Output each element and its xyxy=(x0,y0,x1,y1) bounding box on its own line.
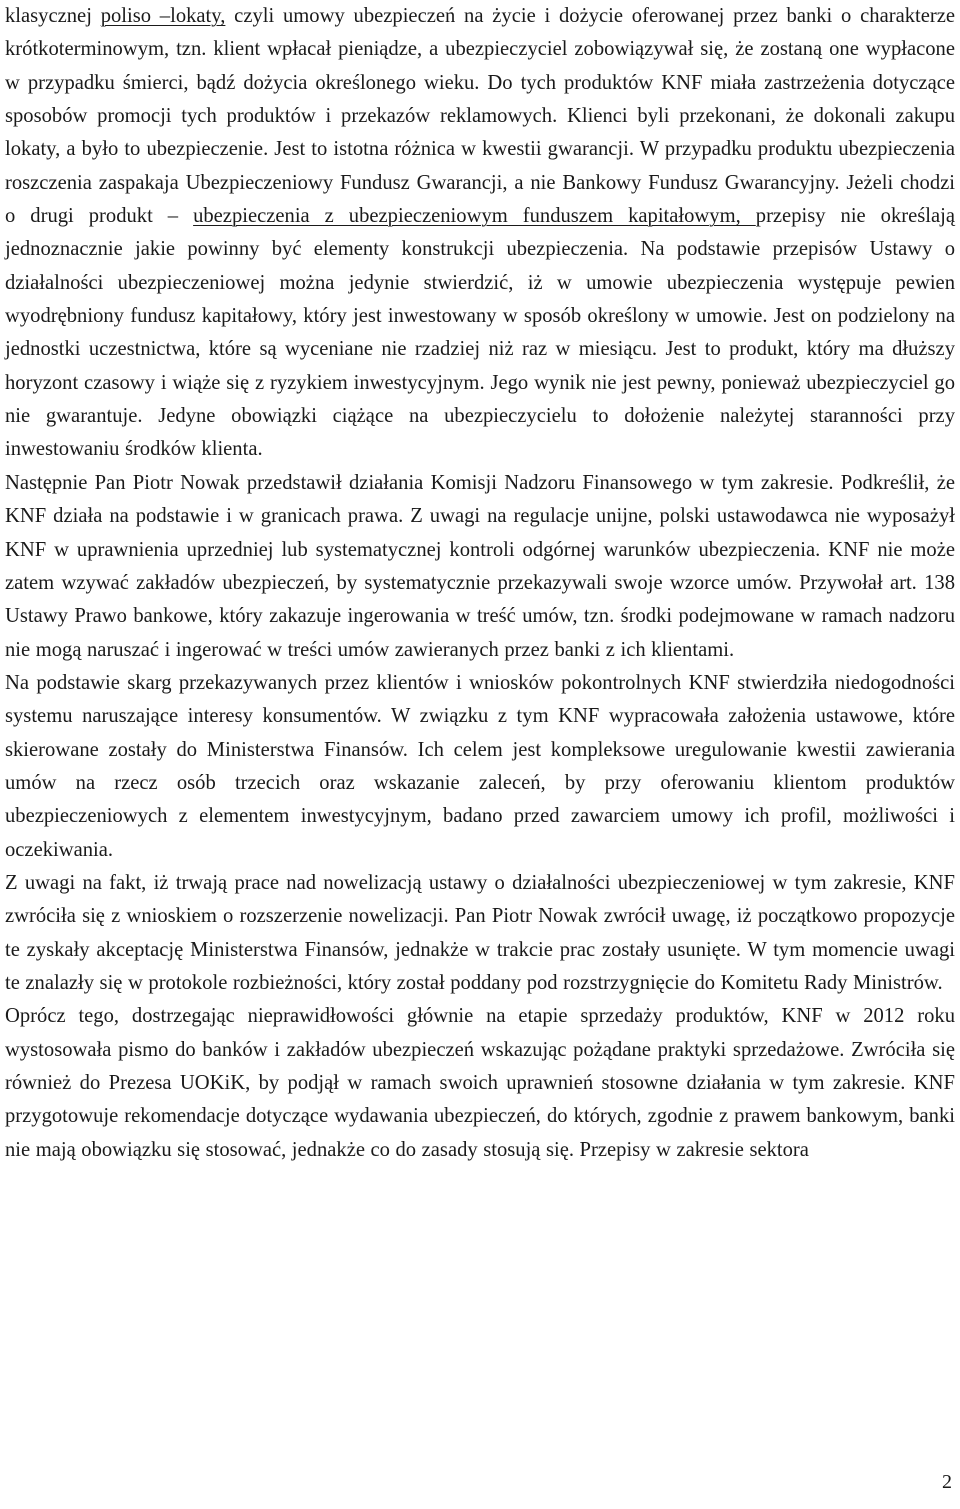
text-segment: Oprócz tego, dostrzegając nieprawidłowości głównie na etapie sprzedaży produktów, KNF w 2012 roku wystosowała pismo do banków i zakładów ubezpieczeń wskazując pożądane praktyki sprzedażowe. Zwróciła się również do Prezesa UOKiK, by podjął w ramach swoich uprawnień stosowne działania w tym zakresie. KNF przygotowuje rekomendacje dotyczące wydawania ubezpieczeń, do których, zgodnie z prawem bankowym, banki nie mają obowiązku się stosować, jednakże co do zasady stosują się. Przepisy w zakresie sektora xyxy=(5,1005,955,1161)
text-segment: czyli umowy ubezpieczeń na życie i dożycie oferowanej przez banki o charakterze krótkoterminowym, tzn. klient wpłacał pieniądze, a ubezpieczyciel zobowiązywał się, że zostaną one wypłacone w przypadku śmierci, bądź dożycia określonego wieku. Do tych produktów KNF miała zastrzeżenia dotyczące sposobów promocji tych produktów i przekazów reklamowych. Klienci byli przekonani, że dokonali zakupu lokaty, a było to ubezpieczenie. Jest to istotna różnica w kwestii gwarancji. W przypadku produktu ubezpieczenia roszczenia zaspakaja Ubezpieczeniowy Fundusz Gwarancji, a nie Bankowy Fundusz Gwarancyjny. Jeżeli chodzi o drugi produkt – xyxy=(5,5,956,228)
page-number: 2 xyxy=(942,1471,952,1493)
text-segment: przepisy nie określają jednoznacznie jakie powinny być elementy konstrukcji ubezpieczenia. Na podstawie przepisów Ustawy o działalności ubezpieczeniowej można jedynie stwierdzić, iż w umowie ubezpieczenia występuje pewien wyodrębniony fundusz kapitałowy, który jest inwestowany w sposób określony w umowie. Jest on podzielony na jednostki uczestnictwa, które są wyceniane nie rzadziej niż raz w miesiącu. Jest to produkt, który ma dłuższy horyzont czasowy i wiąże się z ryzykiem inwestycyjnym. Jego wynik nie jest pewny, ponieważ ubezpieczyciel go nie gwarantuje. Jedyne obowiązki ciążące na ubezpieczycielu to dołożenie należytej staranności przy inwestowaniu środków klienta. xyxy=(5,205,955,461)
underlined-term-poliso-lokaty: poliso –lokaty, xyxy=(100,5,226,27)
paragraph-1 xyxy=(5,0,955,467)
paragraph-2 xyxy=(5,467,955,667)
paragraph-4 xyxy=(5,867,955,1000)
text-segment: klasycznej xyxy=(5,5,101,27)
text-segment: Z uwagi na fakt, iż trwają prace nad nowelizacją ustawy o działalności ubezpieczeniowej w tym zakresie, KNF zwróciła się z wnioskiem o rozszerzenie nowelizacji. Pan Piotr Nowak zwrócił uwagę, iż początkowo propozycje te zyskały akceptację Ministerstwa Finansów, jednakże w trakcie prac zostały usunięte. W tym momencie uwagi te znalazły się w protokole rozbieżności, który został poddany pod rozstrzygnięcie do Komitetu Rady Ministrów. xyxy=(5,871,955,994)
text-segment: Następnie Pan Piotr Nowak przedstawił działania Komisji Nadzoru Finansowego w tym zakresie. Podkreślił, że KNF działa na podstawie i w granicach prawa. Z uwagi na regulacje unijne, polski ustawodawca nie wyposażył KNF w uprawnienia uprzedniej lub systematycznej kontroli odgórnej warunków ubezpieczenia. KNF nie może zatem wzywać zakładów ubezpieczeń, by systematycznie przekazywali swoje wzorce umów. Przywołał art. 138 Ustawy Prawo bankowe, który zakazuje ingerowania w treść umów, tzn. środki podejmowane w ramach nadzoru nie mogą naruszać i ingerować w treści umów zawieranych przez banki z ich klientami. xyxy=(5,471,955,661)
underlined-term-ufk: ubezpieczenia z ubezpieczeniowym funduszem kapitałowym, xyxy=(193,205,756,228)
paragraph-3 xyxy=(5,667,955,867)
document-page xyxy=(5,0,955,1167)
paragraph-5 xyxy=(5,1000,955,1167)
text-segment: Na podstawie skarg przekazywanych przez klientów i wniosków pokontrolnych KNF stwierdziła niedogodności systemu naruszające interesy konsumentów. W związku z tym KNF wypracowała założenia ustawowe, które skierowane zostały do Ministerstwa Finansów. Ich celem jest kompleksowe uregulowanie kwestii zawierania umów na rzecz osób trzecich oraz wskazanie zaleceń, by przy oferowaniu klientom produktów ubezpieczeniowych z elementem inwestycyjnym, badano przed zawarciem umowy ich profil, możliwości i oczekiwania. xyxy=(5,671,955,861)
